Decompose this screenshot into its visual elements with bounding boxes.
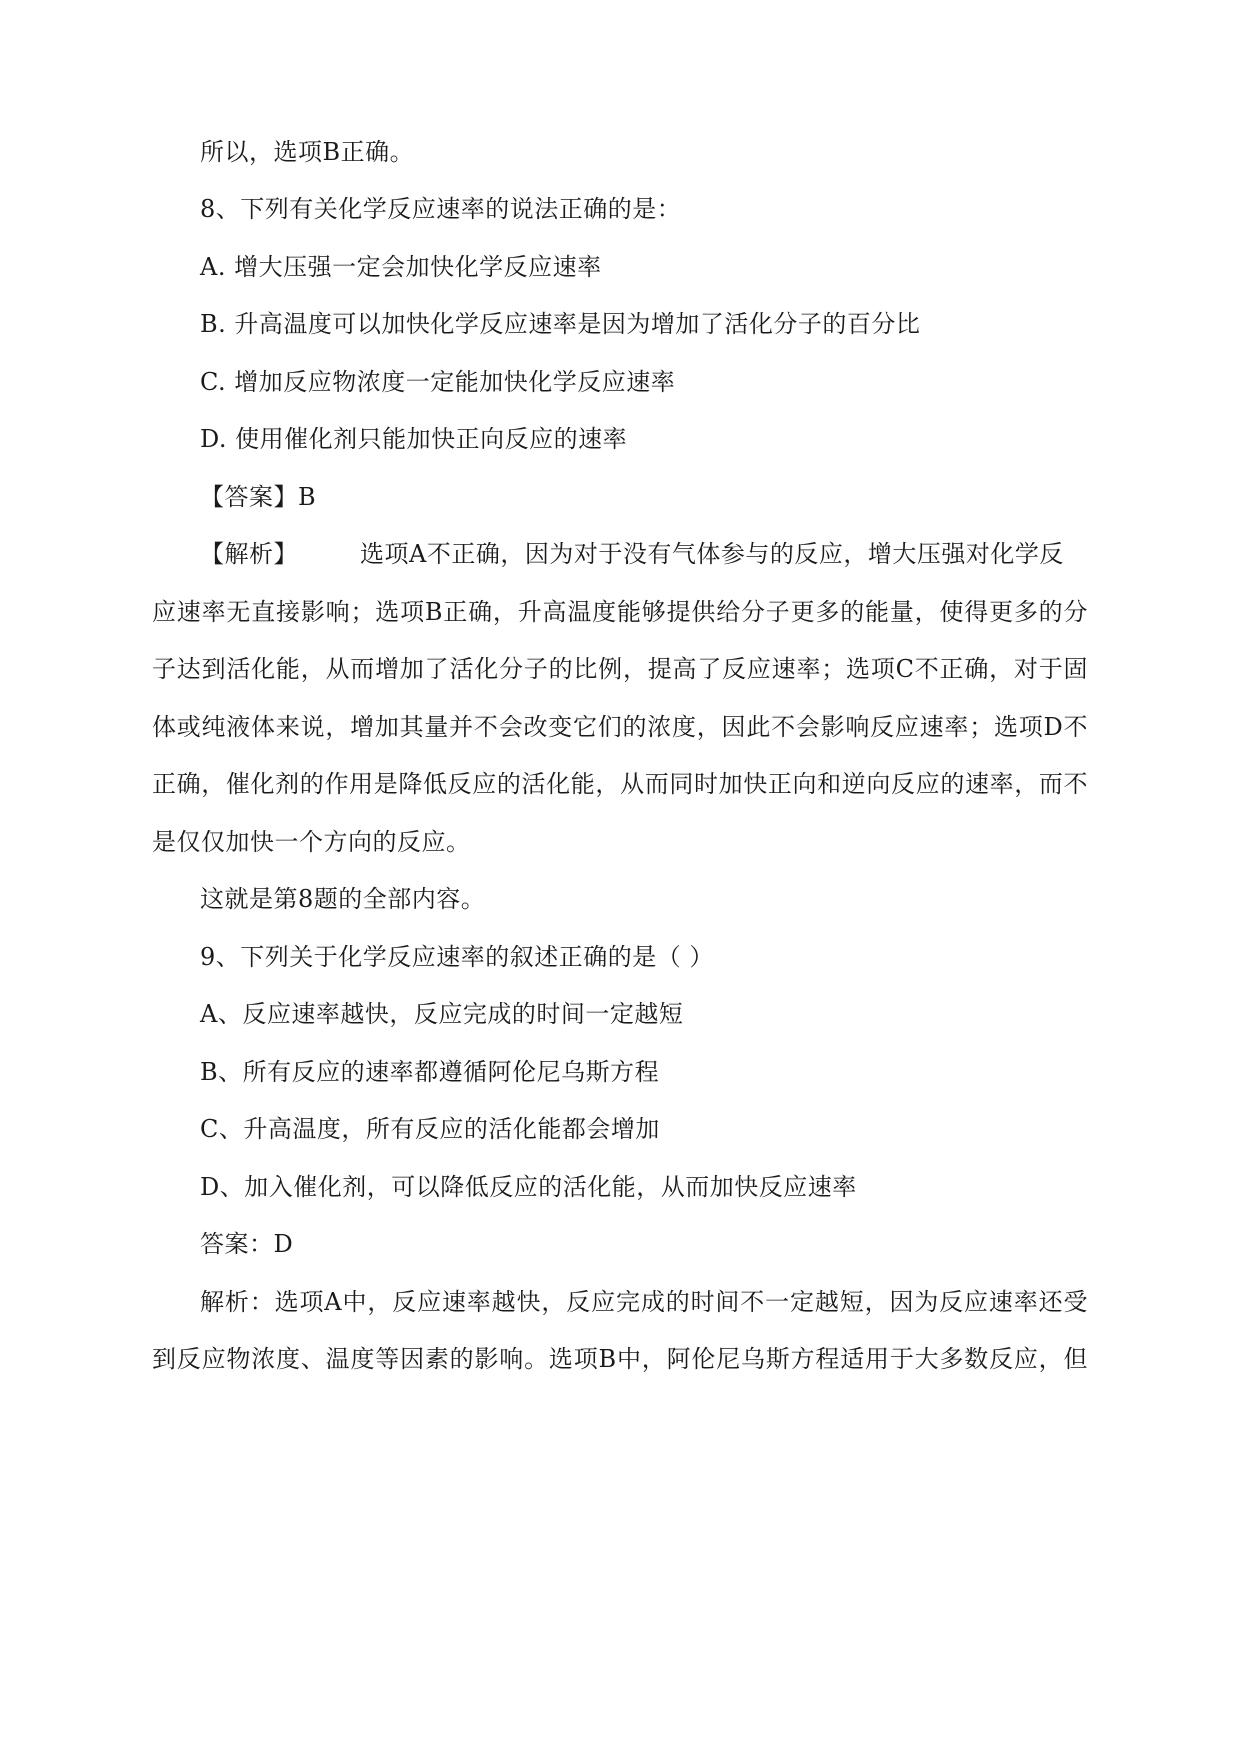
text-line: 所以，选项B正确。 — [200, 138, 415, 166]
question-8-analysis-line — [200, 539, 1064, 569]
question-8-answer: 【答案】B — [200, 483, 317, 511]
question-8-analysis-line: 是仅仅加快一个方向的反应。 — [152, 828, 471, 856]
text-line: 这就是第8题的全部内容。 — [200, 885, 486, 913]
question-9-option-a: A、反应速率越快，反应完成的时间一定越短 — [200, 1000, 684, 1028]
question-9-answer: 答案：D — [200, 1230, 294, 1258]
question-9-analysis-line: 解析：选项A中，反应速率越快，反应完成的时间不一定越短，因为反应速率还受 — [200, 1288, 1088, 1316]
question-9-analysis-line: 到反应物浓度、温度等因素的影响。选项B中，阿伦尼乌斯方程适用于大多数反应，但 — [152, 1345, 1088, 1373]
question-8-option-b: B. 升高温度可以加快化学反应速率是因为增加了活化分子的百分比 — [200, 310, 921, 338]
question-8-option-a: A. 增大压强一定会加快化学反应速率 — [200, 253, 602, 281]
question-8-analysis-line: 子达到活化能，从而增加了活化分子的比例，提高了反应速率；选项C不正确，对于固 — [152, 655, 1088, 683]
question-8-analysis-line: 应速率无直接影响；选项B正确，升高温度能够提供给分子更多的能量，使得更多的分 — [152, 598, 1088, 626]
question-9-option-d: D、加入催化剂，可以降低反应的活化能，从而加快反应速率 — [200, 1173, 857, 1201]
analysis-label: 【解析】 — [200, 540, 298, 568]
question-9-stem: 9、下列关于化学反应速率的叙述正确的是（ ） — [200, 943, 714, 971]
question-8-analysis-line: 正确，催化剂的作用是降低反应的活化能，从而同时加快正向和逆向反应的速率，而不 — [152, 770, 1088, 798]
question-9-option-c: C、升高温度，所有反应的活化能都会增加 — [200, 1115, 660, 1143]
question-8-option-c: C. 增加反应物浓度一定能加快化学反应速率 — [200, 368, 676, 396]
question-8-option-d: D. 使用催化剂只能加快正向反应的速率 — [200, 425, 628, 453]
question-8-stem: 8、下列有关化学反应速率的说法正确的是： — [200, 195, 682, 223]
question-9-option-b: B、所有反应的速率都遵循阿伦尼乌斯方程 — [200, 1058, 660, 1086]
analysis-text: 选项A不正确，因为对于没有气体参与的反应，增大压强对化学反 — [360, 540, 1064, 568]
question-8-analysis-line: 体或纯液体来说，增加其量并不会改变它们的浓度，因此不会影响反应速率；选项D不 — [152, 713, 1088, 741]
